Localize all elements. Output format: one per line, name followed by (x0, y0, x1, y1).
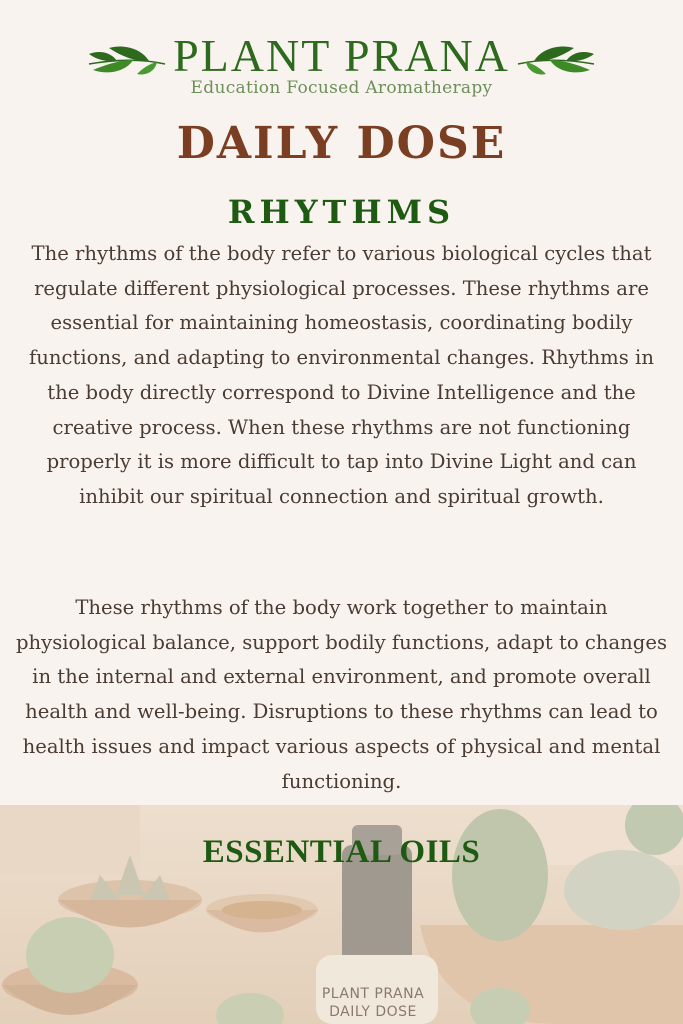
bottle-label-line-2: DAILY DOSE (329, 1004, 417, 1020)
paragraph-1: The rhythms of the body refer to various biological cycles that regulate different physiological processes. These rhythms are essential for maintaining homeostasis, coordinating bodily functions, and adapting to environmental changes. Rhythms in the body directly correspond to Divine Intelligence and the creative process. When these rhythms are not functioning properly it is more difficult to tap into Divine Light and can inhibit our spiritual connection and spiritual growth. (29, 242, 654, 508)
bottle-label-line-1: PLANT PRANA (321, 986, 425, 1002)
brand-row (0, 30, 683, 82)
brand-name: PLANT PRANA (173, 30, 510, 81)
section-heading: RHYTHMS (227, 193, 456, 231)
bottle-label (313, 985, 433, 1021)
leaf-right-icon (516, 34, 596, 78)
paragraph-2: These rhythms of the body work together to maintain physiological balance, support bodily functions, adapt to changes in the internal and external environment, and promote overall health and well-being. Disruptions to these rhythms can lead to health issues and impact various aspects of physical and mental functioning. (16, 596, 667, 793)
page-title: DAILY DOSE (176, 118, 507, 169)
header (0, 30, 683, 98)
brand-tagline: Education Focused Aromatherapy (190, 78, 493, 98)
essential-oils-heading: ESSENTIAL OILS (202, 834, 481, 870)
leaf-left-icon (87, 34, 167, 78)
